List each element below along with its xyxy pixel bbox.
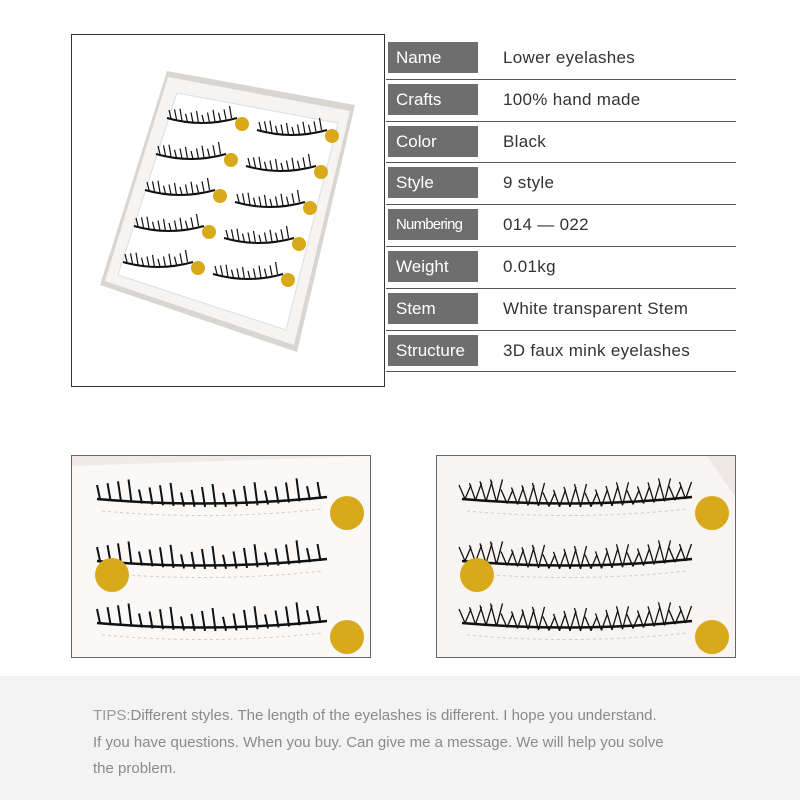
spec-label: Structure	[388, 335, 478, 366]
gold-sticker	[191, 261, 205, 275]
tips-prefix: TIPS:	[93, 707, 131, 724]
spec-value: 3D faux mink eyelashes	[503, 340, 691, 360]
spec-label: Name	[388, 42, 478, 73]
gold-sticker	[695, 496, 729, 530]
gold-sticker	[695, 620, 729, 654]
spec-row-color	[386, 122, 736, 164]
gold-sticker	[330, 620, 364, 654]
spec-value: 0.01kg	[503, 256, 556, 276]
detail-photo-right	[436, 455, 736, 658]
gold-sticker	[281, 273, 295, 287]
spec-table	[386, 38, 736, 372]
spec-row-numbering	[386, 205, 736, 247]
detail-photo-left	[71, 455, 371, 658]
spec-label: Style	[388, 167, 478, 198]
spec-label: Stem	[388, 293, 478, 324]
product-photo	[71, 34, 385, 387]
tips-line-2: If you have questions. When you buy. Can give me a message. We will help you solve	[93, 733, 664, 751]
gold-sticker	[95, 558, 129, 592]
spec-row-name	[386, 38, 736, 80]
spec-row-structure	[386, 331, 736, 373]
divider	[386, 371, 736, 372]
gold-sticker	[202, 225, 216, 239]
closeup-lashes-left	[72, 456, 370, 657]
spec-label: Weight	[388, 251, 478, 282]
gold-sticker	[303, 201, 317, 215]
gold-sticker	[314, 165, 328, 179]
gold-sticker	[330, 496, 364, 530]
spec-value: 014 — 022	[503, 215, 589, 235]
spec-row-weight	[386, 247, 736, 289]
spec-row-style	[386, 163, 736, 205]
gold-sticker	[325, 129, 339, 143]
gold-sticker	[460, 558, 494, 592]
spec-row-stem	[386, 289, 736, 331]
spec-label: Color	[388, 126, 478, 157]
spec-label: Crafts	[388, 84, 478, 115]
closeup-lashes-right	[437, 456, 735, 657]
gold-sticker	[213, 189, 227, 203]
tips-line-3: the problem.	[93, 760, 177, 777]
tips-line-1: Different styles. The length of the eyelashes is different. I hope you understand.	[130, 707, 657, 724]
spec-value: White transparent Stem	[503, 298, 689, 318]
gold-sticker	[224, 153, 238, 167]
spec-value: Lower eyelashes	[503, 48, 636, 67]
gold-sticker	[292, 237, 306, 251]
spec-value: 100% hand made	[503, 89, 641, 109]
tips-text	[93, 703, 733, 783]
eyelash-box-illustration	[72, 35, 384, 386]
spec-value: 9 style	[503, 173, 555, 193]
tips-section	[0, 676, 800, 800]
spec-value: Black	[503, 131, 547, 151]
spec-label: Numbering	[388, 209, 478, 240]
spec-row-crafts	[386, 80, 736, 122]
gold-sticker	[235, 117, 249, 131]
